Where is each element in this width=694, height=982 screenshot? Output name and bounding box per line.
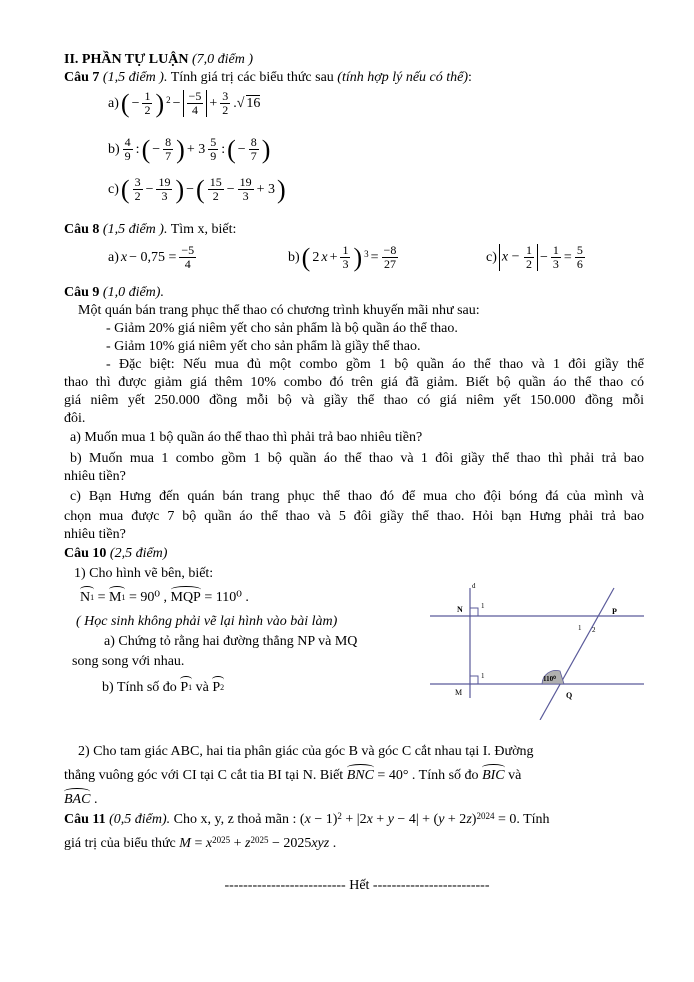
question-7-title: Câu 7 (1,5 điểm ). Tính giá trị các biểu thức sau (tính hợp lý nếu có thể):: [64, 70, 472, 85]
right-angle-m: [470, 676, 478, 684]
q10-part-a: a) Chứng tỏ rằng hai đường thẳng NP và MQ: [104, 634, 358, 649]
q7-expression-c: c) ( $\frac{3}{2}$ − $\frac{19}{3}$ ) − ( $\frac{15}{2}$ − $\frac{19}{3}$ + 3 ): [108, 174, 286, 204]
label-m1: 1: [481, 672, 485, 680]
q9-line: nhiêu tiền?: [64, 527, 126, 542]
q9-line: nhiêu tiền?: [64, 469, 126, 484]
q10-given-angles: N1 = M1 = 90⁰ , MQP = 110⁰ .: [80, 590, 249, 605]
label-p2: 2: [592, 626, 596, 634]
q10-note: ( Học sinh không phải vẽ lại hình vào bài làm): [76, 614, 338, 629]
label-p1: 1: [578, 624, 582, 632]
geometry-figure: [430, 580, 644, 720]
right-angle-n: [470, 608, 478, 616]
label-n1: 1: [481, 602, 485, 610]
section-heading: II. PHẦN TỰ LUẬN (7,0 điểm ): [64, 52, 254, 67]
q9-line: chọn mua được 7 bộ quần áo thể thao và 5 đôi giầy thể thao. Hỏi bạn Hưng phải trả bao: [64, 509, 644, 524]
label-m: M: [455, 688, 463, 697]
q10-part2-line3: BAC .: [64, 792, 98, 807]
q7-expression-b: b) $\frac{4}{9}$ : ( − $\frac{8}{7}$ ) + 3 $\frac{5}{9}$ : ( − $\frac{8}{7}$ ): [108, 134, 271, 164]
question-11-line2: giá trị của biểu thức $M = x^{2025} + z^{2025} - 2025xyz$ .: [64, 835, 337, 851]
question-8-title: Câu 8 (1,5 điểm ). Tìm x, biết:: [64, 222, 237, 237]
q9-line: - Giảm 20% giá niêm yết cho sản phẩm là bộ quần áo thể thao.: [106, 321, 458, 336]
q9-line: b) Muốn mua 1 combo gồm 1 bộ quần áo thể thao và 1 đôi giầy thể thao thì phải trả bao: [70, 451, 644, 466]
question-10-title: Câu 10 (2,5 điểm): [64, 546, 168, 561]
transversal-line: [540, 588, 614, 720]
q10-part-b: b) Tính số đo P1 và P2: [102, 680, 225, 695]
q9-line: Một quán bán trang phục thể thao có chương trình khuyến mãi như sau:: [78, 303, 480, 318]
question-11: Câu 11 (0,5 điểm). Cho x, y, z thoả mãn : $(x - 1)^2 + |2x + y - 4| + (y + 2z)^{2024} = 0$. Tính: [64, 811, 550, 827]
q9-line: a) Muốn mua 1 bộ quần áo thể thao thì phải trả bao nhiêu tiền?: [70, 430, 423, 445]
q7-expression-a: a) ( − $\frac{1}{2}$ ) 2 − $\frac{-5}{4}$ + $\frac{3}{2}$ .√ 16: [108, 88, 261, 118]
question-9-title: Câu 9 (1,0 điểm).: [64, 285, 164, 300]
q9-line: - Đặc biệt: Nếu mua đủ một combo gồm 1 bộ quần áo thể thao và 1 đôi giầy thể: [106, 357, 644, 372]
label-p: P: [612, 607, 617, 616]
q9-line: đôi.: [64, 411, 86, 426]
q8-equation-a: a) x − 0,75 = $\frac{-5}{4}$: [108, 243, 195, 271]
label-n: N: [457, 605, 463, 614]
label-angle-110: 110⁰: [543, 675, 556, 683]
q10-part2-line1: 2) Cho tam giác ABC, hai tia phân giác của góc B và góc C cắt nhau tại I. Đường: [78, 744, 534, 759]
q8-equation-b: b) ( 2 x + $\frac{1}{3}$ ) 3 = $\frac{-8}{27}$: [288, 242, 397, 272]
label-d: d: [472, 582, 476, 590]
label-q: Q: [566, 691, 573, 700]
q10-part1-intro: 1) Cho hình vẽ bên, biết:: [74, 566, 214, 581]
q9-line: c) Bạn Hưng đến quán bán trang phục thể thao đó để mua cho đội bóng đá của mình và: [70, 489, 644, 504]
q9-line: giá niêm yết 250.000 đồng mỗi bộ và giầy thể thao có giá niêm yết 150.000 đồng mỗi: [64, 393, 644, 408]
q10-part-a-cont: song song với nhau.: [72, 654, 185, 669]
q10-part2-line2: thẳng vuông góc với CI tại C cắt tia BI tại N. Biết BNC = 40° . Tính số đo BIC và: [64, 768, 522, 783]
q8-equation-c: c) x − $\frac{1}{2}$ − $\frac{1}{3}$ = $\frac{5}{6}$: [486, 243, 583, 271]
end-marker: -------------------------- Hết -------------------------: [224, 878, 490, 893]
q9-line: - Giảm 10% giá niêm yết cho sản phẩm là giầy thể thao.: [106, 339, 421, 354]
q9-line: thao thì được giảm giá thêm 10% combo đó trên giá đã giảm. Biết bộ quần áo thể thao có: [64, 375, 644, 390]
